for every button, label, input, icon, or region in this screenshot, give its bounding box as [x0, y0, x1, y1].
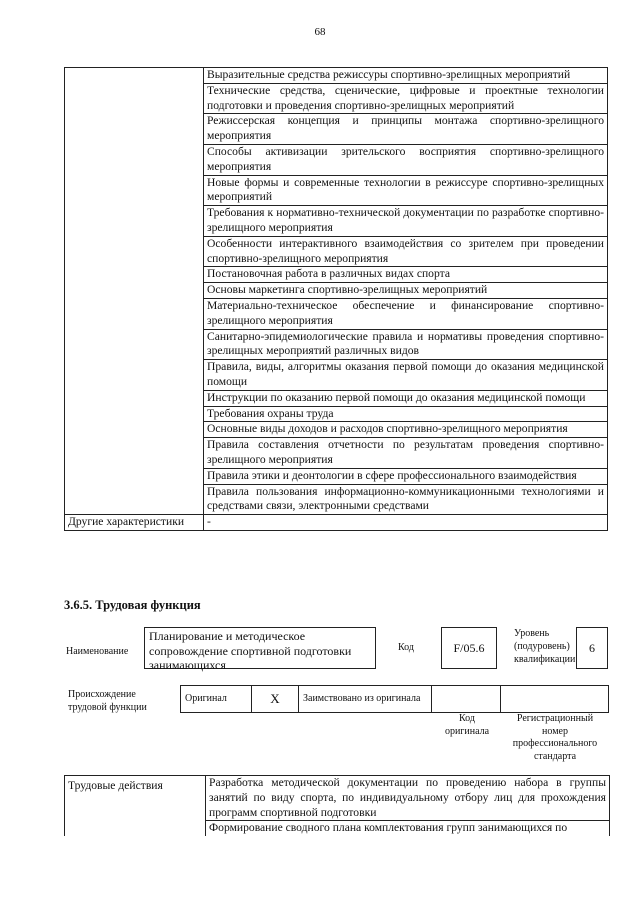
other-characteristics-label: Другие характеристики: [65, 515, 204, 531]
name-label: Наименование: [66, 646, 129, 657]
caption-line: Код: [459, 713, 475, 724]
section-title: 3.6.5. Трудовая функция: [64, 598, 201, 612]
labor-action-item: Разработка методической документации по проведению набора в группы занятий по виду спорта, по индивидуальному отбору лиц для прохождения программ спортивной подготовки: [206, 776, 610, 821]
knowledge-item: Правила пользования информационно-коммуникационными технологиями и средствами связи, электронными средствами: [204, 484, 608, 515]
labor-actions-label: Трудовые действия: [65, 776, 206, 837]
registration-number-cell: [501, 686, 609, 713]
knowledge-item: Основы маркетинга спортивно-зрелищных мероприятий: [204, 283, 608, 299]
registration-number-caption: [500, 713, 610, 763]
knowledge-item: Правила составления отчетности по результатам проведения спортивно-зрелищного мероприятия: [204, 438, 608, 469]
function-name-box: Планирование и методическое сопровождение спортивной подготовки занимающихся: [144, 627, 376, 669]
knowledge-item: Новые формы и современные технологии в режиссуре спортивно-зрелищных мероприятий: [204, 175, 608, 206]
knowledge-item: Санитарно-эпидемиологические правила и нормативы проведения спортивно-зрелищных мероприятий различных видов: [204, 329, 608, 360]
page-number: 68: [314, 26, 326, 38]
qualification-level-label: [514, 627, 575, 666]
caption-line: Регистрационный: [516, 713, 594, 724]
borrowed-label: Заимствовано из оригинала: [299, 686, 432, 713]
original-label: Оригинал: [181, 686, 252, 713]
knowledge-item: Материально-техническое обеспечение и финансирование спортивно-зрелищного мероприятия: [204, 298, 608, 329]
code-label: Код: [398, 642, 414, 653]
knowledge-item: Постановочная работа в различных видах спорта: [204, 267, 608, 283]
knowledge-item: Выразительные средства режиссуры спортивно-зрелищных мероприятий: [204, 68, 608, 84]
caption-line: стандарта: [533, 750, 577, 762]
caption-line: профессионального: [512, 738, 598, 749]
knowledge-item: Основные виды доходов и расходов спортивно-зрелищного мероприятия: [204, 422, 608, 438]
table-row: [65, 68, 608, 84]
qualification-level-box: 6: [576, 627, 608, 669]
origin-label-line: трудовой функции: [68, 701, 147, 713]
original-code-cell: [432, 686, 501, 713]
origin-label-line: Происхождение: [68, 689, 136, 700]
labor-actions-table: [64, 775, 610, 836]
knowledge-item: Режиссерская концепция и принципы монтажа спортивно-зрелищного мероприятия: [204, 114, 608, 145]
knowledge-item: Технические средства, сценические, цифровые и проектные технологии подготовки и проведения спортивно-зрелищных мероприятий: [204, 83, 608, 114]
knowledge-table: [64, 67, 608, 531]
origin-table: [180, 685, 609, 713]
level-label-line: (подуровень): [514, 641, 570, 652]
table-row: [65, 515, 608, 531]
function-code-box: F/05.6: [441, 627, 497, 669]
labor-action-item: Формирование сводного плана комплектования групп занимающихся по: [206, 821, 610, 836]
knowledge-item: Особенности интерактивного взаимодействия со зрителем при проведении спортивно-зрелищного мероприятия: [204, 236, 608, 267]
knowledge-item: Требования к нормативно-технической документации по разработке спортивно-зрелищного мероприятия: [204, 206, 608, 237]
origin-label: [68, 689, 147, 714]
knowledge-item: Требования охраны труда: [204, 406, 608, 422]
row-label-empty: [65, 68, 204, 515]
other-characteristics-value: -: [204, 515, 608, 531]
caption-line: номер: [542, 725, 568, 737]
table-row: [65, 776, 610, 821]
original-mark: X: [252, 686, 299, 713]
knowledge-item: Правила, виды, алгоритмы оказания первой помощи до оказания медицинской помощи: [204, 360, 608, 391]
knowledge-item: Правила этики и деонтологии в сфере профессионального взаимодействия: [204, 468, 608, 484]
knowledge-item: Инструкции по оказанию первой помощи до оказания медицинской помощи: [204, 390, 608, 406]
original-code-caption: [434, 713, 500, 738]
level-label-line: квалификации: [514, 654, 576, 665]
level-label-line: Уровень: [514, 628, 550, 639]
table-row: [181, 686, 609, 713]
caption-line: оригинала: [444, 725, 490, 737]
knowledge-item: Способы активизации зрительского восприятия спортивно-зрелищного мероприятия: [204, 144, 608, 175]
